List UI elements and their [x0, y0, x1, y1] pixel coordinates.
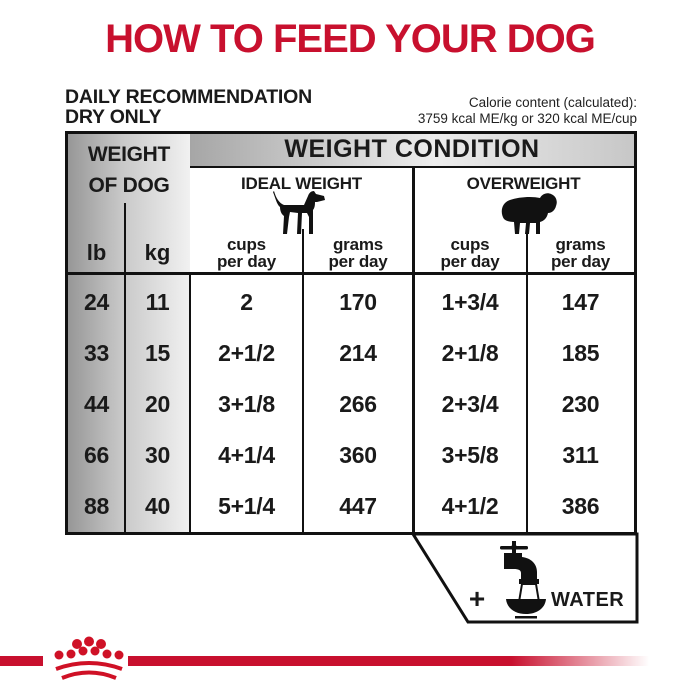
table-row	[68, 379, 634, 430]
unit-label-bottom: per day	[440, 251, 500, 271]
cell-grams-overweight: 386	[561, 493, 600, 519]
daily-recommendation-heading	[65, 87, 312, 127]
water-label: WATER	[551, 589, 625, 611]
table-row	[68, 430, 634, 481]
unit-label-cups-overweight	[413, 237, 527, 270]
weight-of-dog-header	[68, 139, 190, 201]
feeding-table	[65, 131, 637, 535]
ideal-weight-group-label: IDEAL WEIGHT	[240, 174, 362, 193]
overweight-group-label: OVERWEIGHT	[466, 174, 581, 193]
ideal-weight-dog-icon	[271, 189, 329, 236]
cell-lb: 44	[84, 391, 109, 417]
weight-of-dog-line2: OF DOG	[88, 174, 170, 197]
royal-canin-crown-logo	[47, 635, 131, 685]
cell-lb: 88	[84, 493, 109, 519]
footer-red-bar-right	[128, 656, 660, 666]
unit-label-top: grams	[555, 235, 606, 254]
cell-kg: 11	[145, 289, 170, 315]
calorie-note-line2: 3759 kcal ME/kg or 320 kcal ME/cup	[417, 111, 637, 126]
header-divider-line	[68, 272, 634, 275]
faucet-water-bowl-icon	[490, 541, 546, 619]
cell-cups-overweight: 2+3/4	[441, 391, 499, 417]
table-row	[68, 277, 634, 328]
cell-grams-ideal: 266	[339, 391, 377, 417]
cell-cups-overweight: 3+5/8	[441, 442, 499, 468]
unit-label-lb: lb	[86, 240, 107, 265]
cell-cups-overweight: 1+3/4	[441, 289, 499, 315]
page-title: HOW TO FEED YOUR DOG	[105, 17, 595, 61]
unit-label-grams-overweight	[527, 237, 634, 270]
daily-recommendation-line: DAILY RECOMMENDATION	[65, 86, 312, 108]
cell-cups-ideal: 5+1/4	[218, 493, 275, 519]
cell-cups-ideal: 2	[240, 289, 253, 315]
calorie-note-line1: Calorie content (calculated):	[468, 95, 637, 110]
cell-grams-ideal: 214	[339, 340, 377, 366]
cell-lb: 66	[84, 442, 109, 468]
cell-cups-overweight: 4+1/2	[441, 493, 499, 519]
cell-kg: 30	[145, 442, 170, 468]
cell-kg: 40	[145, 493, 170, 519]
cell-lb: 33	[84, 340, 109, 366]
footer-red-bar-left	[0, 656, 43, 666]
unit-label-bottom: per day	[550, 251, 611, 271]
cell-kg: 15	[145, 340, 170, 366]
cell-cups-ideal: 3+1/8	[218, 391, 275, 417]
unit-label-top: grams	[332, 235, 384, 254]
weight-of-dog-line1: WEIGHT	[87, 143, 171, 166]
dry-only-line: DRY ONLY	[65, 106, 162, 128]
unit-label-kg: kg	[144, 240, 171, 265]
cell-lb: 24	[84, 289, 109, 315]
cell-grams-overweight: 230	[561, 391, 600, 417]
unit-label-bottom: per day	[216, 251, 277, 271]
unit-label-cups-ideal	[190, 237, 303, 270]
calorie-content-note	[418, 95, 637, 127]
cell-cups-ideal: 2+1/2	[218, 340, 275, 366]
cell-grams-ideal: 360	[339, 442, 377, 468]
unit-label-bottom: per day	[328, 251, 388, 271]
cell-grams-ideal: 170	[339, 289, 377, 315]
cell-grams-ideal: 447	[339, 493, 377, 519]
unit-label-grams-ideal	[303, 237, 413, 270]
plus-sign: +	[468, 583, 486, 614]
cell-cups-overweight: 2+1/8	[441, 340, 499, 366]
weight-condition-header: WEIGHT CONDITION	[190, 134, 634, 168]
cell-kg: 20	[145, 391, 170, 417]
cell-cups-ideal: 4+1/4	[218, 442, 275, 468]
cell-grams-overweight: 147	[561, 289, 600, 315]
table-row	[68, 481, 634, 532]
cell-grams-overweight: 185	[561, 340, 600, 366]
cell-grams-overweight: 311	[562, 442, 599, 468]
unit-label-top: cups	[450, 235, 490, 254]
unit-label-top: cups	[227, 235, 266, 254]
table-row	[68, 328, 634, 379]
